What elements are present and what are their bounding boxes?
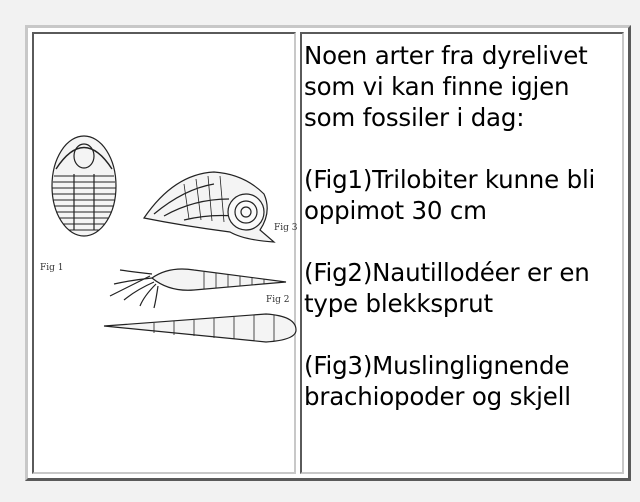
fig2-description: (Fig2)Nautillodéer er en type blekksprut (304, 258, 590, 318)
fig2-label: Fig 2 (266, 295, 290, 305)
intro-text: Noen arter fra dyrelivet som vi kan finne igjen som fossiler i dag: (304, 41, 588, 132)
fossil-info-table (25, 25, 631, 481)
nautiloid-illustration (110, 269, 286, 308)
snail-shell-illustration (144, 172, 274, 242)
trilobite-illustration (52, 136, 116, 236)
fig3-label: Fig 3 (274, 223, 298, 233)
fig1-label: Fig 1 (40, 263, 64, 273)
fig3-description: (Fig3)Muslinglignende brachiopoder og skjell (304, 351, 571, 411)
description-cell (300, 32, 624, 474)
fossil-illustration (34, 34, 298, 482)
fig1-description: (Fig1)Trilobiter kunne bli oppimot 30 cm (304, 165, 596, 225)
orthocone-shell-illustration (104, 314, 296, 342)
illustration-cell (32, 32, 296, 474)
